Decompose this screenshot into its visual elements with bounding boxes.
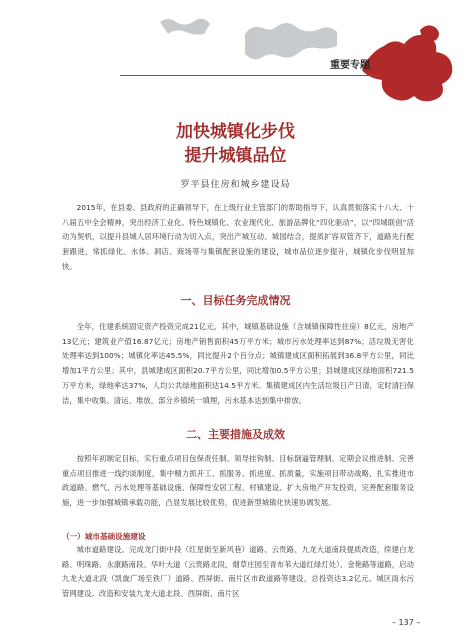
decorative-map-banner (0, 0, 471, 110)
subsection-1-paragraph: 城市道路建设。完成龙门街中段（红星街至新风巷）道路、云贵路、九龙大道南段提质改造，续建白龙路、明珠路、永康路南段、华叶大道（云贵路北段，烟草庄园至青布苇大道红绿灯处）、金艳路等道路，启动九龙大道北段（凯旋广场至铁厂）道路、西屏街、南片区市政道路等建设，总投资达3.2亿元。城区雨水污管网建设。改造和安装九龙大道北段、西屏街、南片区 (62, 545, 414, 599)
section-1-heading: 一、目标任务完成情况 (180, 294, 291, 307)
article-title-line-1: 加快城镇化步伐 (176, 122, 295, 142)
article-title-line-2: 提升城镇品位 (184, 146, 287, 166)
header-rule (120, 75, 380, 76)
subsection-1-heading: （一）城市基础设施建设 (62, 532, 146, 541)
section-tag: 重要专题 (330, 60, 370, 71)
article-author: 罗平县住房和城乡建设局 (180, 180, 291, 190)
section-2-heading: 二、主要措施及成效 (186, 428, 285, 441)
page-number: – 137 – (392, 618, 421, 627)
intro-paragraph: 2015年，在县委、县政府的正确领导下，在上级行业主管部门的帮助指导下，认真贯彻落实十八大、十八届五中全会精神，突出经济工业化、特色城镇化、农业现代化、旅游品牌化“四化驱动”，以“四城联创”活动为契机，以提升县城人居环境行动为切入点，突出产城互动、城园结合，提质扩容双管齐下，道路先行配套跟进，常抓绿化、水体、洞店、商场等与集镇配套设施的建设，城市品位逐步提升，城镇化步伐明显加快。 (62, 203, 414, 271)
section-1-paragraph: 全年，住建系统固定资产投资完成21亿元，其中，城镇基础设施（含城镇保障性住房）8亿元，房地产13亿元；建筑业产值16.87亿元；房地产销售面积45万平方米；城市污水处理率达到87%；活垃圾无害化处理率达到100%；城镇化率达45.5%，同比提升2个百分点；城镇建成区面积拓展到36.8平方公里，同比增加1平方公里；其中，县城建成区面积20.7平方公里，同比增加0.5平方公里；县城建成区绿地面积721.5万平方米，绿地率达37%，人均公共绿地面积达14.5平方米。集镇建成区内生活垃圾日产日清，定时清扫保洁，集中收集、清运、堆放，部分乡镇统一填埋，污水基本达到集中排放。 (62, 322, 414, 405)
section-2-paragraph: 按照年初制定目标，实行重点项目包保责任制、领导挂钩制、目标倒逼管理制、定期会议推进制、完善重点项目推进一线约谈制度，集中精力抓开工、抓服务、抓进度、抓质量，实施项目带动战略，扎实推进市政道路、燃气、污水处理等基础设施、保障性安居工程、村镇建设、扩大房地产开发投资，完善配套服务设施，进一步加强城镇承载功能，凸显发展比较优势，促进新型城镇化快速协调发展。 (62, 454, 414, 508)
